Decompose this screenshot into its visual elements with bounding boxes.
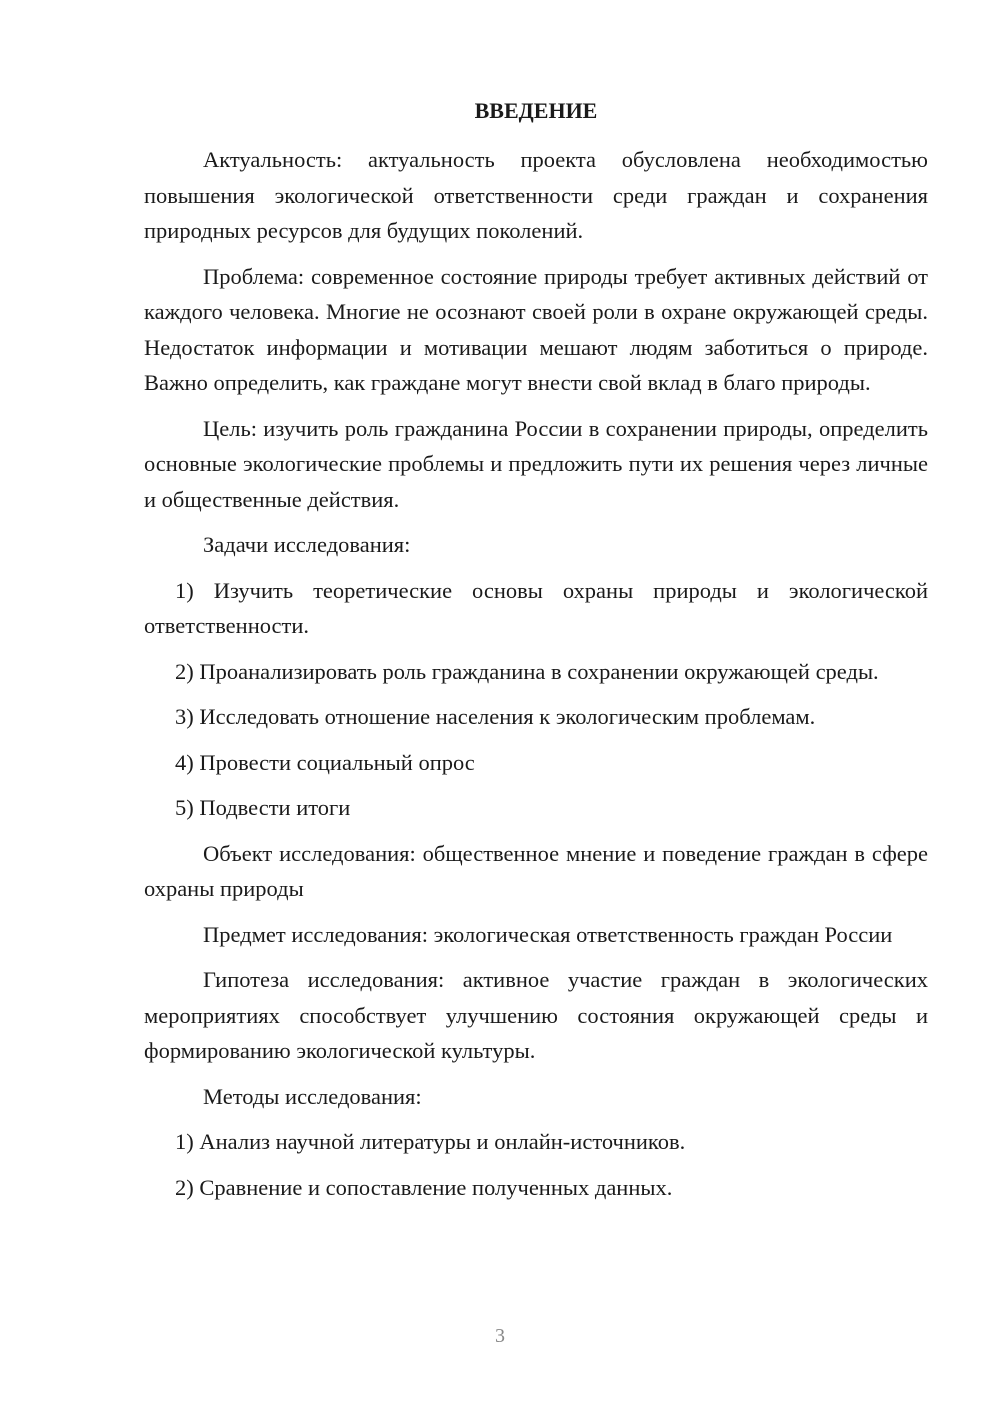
methods-heading: Методы исследования: <box>203 1083 422 1109</box>
task-item: 2) Проанализировать роль гражданина в сохранении окружающей среды. <box>175 658 879 684</box>
paragraph-relevance: Актуальность: актуальность проекта обусловлена необходимостью повышения экологической ответственности среди граждан и сохранения природных ресурсов для будущих поколений. <box>144 147 928 243</box>
paragraph-object: Объект исследования: общественное мнение и поведение граждан в сфере охраны природы <box>144 840 928 901</box>
task-item: 4) Провести социальный опрос <box>175 749 475 775</box>
method-item: 2) Сравнение и сопоставление полученных данных. <box>175 1174 673 1200</box>
paragraph-subject: Предмет исследования: экологическая ответственность граждан России <box>203 921 893 947</box>
paragraph-hypothesis: Гипотеза исследования: активное участие граждан в экологических мероприятиях способствует улучшению состояния окружающей среды и формированию экологической культуры. <box>144 967 928 1063</box>
task-item: 3) Исследовать отношение населения к экологическим проблемам. <box>175 704 816 729</box>
paragraph-goal: Цель: изучить роль гражданина России в сохранении природы, определить основные экологические проблемы и предложить пути их решения через личные и общественные действия. <box>144 415 928 512</box>
task-item: 5) Подвести итоги <box>175 795 351 820</box>
paragraph-problem: Проблема: современное состояние природы требует активных действий от каждого человека. Многие не осознают своей роли в охране окружающей среды. Недостаток информации и мотивации мешают людям заботиться о природе. Важно определить, как граждане могут внести свой вклад в благо природы. <box>144 263 928 395</box>
document-page <box>144 96 928 1215</box>
method-item: 1) Анализ научной литературы и онлайн-источников. <box>175 1129 686 1154</box>
section-title: ВВЕДЕНИЕ <box>474 98 598 123</box>
task-item: 1) Изучить теоретические основы охраны природы и экологической ответственности. <box>144 577 928 638</box>
page-number: 3 <box>495 1325 505 1347</box>
tasks-heading: Задачи исследования: <box>203 532 411 557</box>
